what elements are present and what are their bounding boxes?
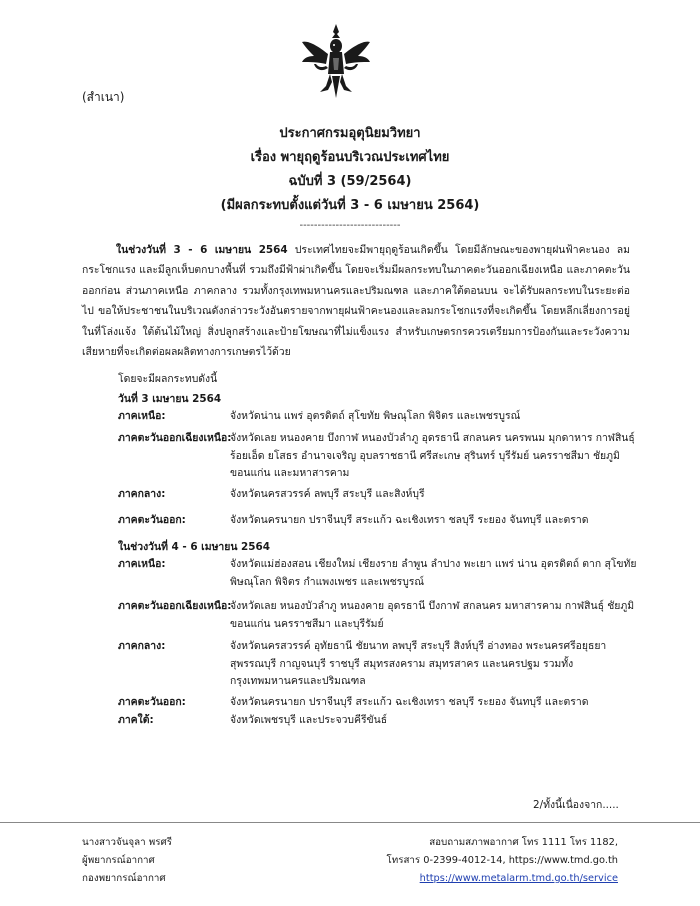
region-label: ภาคตะวันออกเฉียงเหนือ: (118, 432, 232, 444)
region-provinces: จังหวัดนครนายก ปราจีนบุรี สระแก้ว ฉะเชิงเทรา ชลบุรี ระยอง จันทบุรี และตราด (230, 696, 589, 708)
region-row (118, 556, 638, 591)
region-provinces: จังหวัดนครนายก ปราจีนบุรี สระแก้ว ฉะเชิงเทรา ชลบุรี ระยอง จันทบุรี และตราด (230, 514, 589, 526)
page-continuation-note: 2/ทั้งนี้เนื่องจาก..... (533, 799, 619, 811)
region-provinces: จังหวัดนครสวรรค์ ลพบุรี สระบุรี และสิงห์บุรี (230, 488, 425, 500)
region-provinces: จังหวัดน่าน แพร่ อุตรดิตถ์ สุโขทัย พิษณุโลก พิจิตร และเพชรบูรณ์ (230, 410, 521, 422)
region-label: ภาคกลาง: (118, 488, 166, 500)
main-paragraph (82, 240, 630, 362)
author-position: ผู้พยากรณ์อากาศ (82, 855, 155, 866)
region-label: ภาคตะวันออก: (118, 696, 186, 708)
effects-intro: โดยจะมีผลกระทบดังนี้ (118, 373, 218, 385)
region-label: ภาคตะวันออกเฉียงเหนือ: (118, 600, 232, 612)
author-division: กองพยากรณ์อากาศ (82, 873, 166, 884)
announcement-effective-date: (มีผลกระทบตั้งแต่วันที่ 3 - 6 เมษายน 2564) (220, 198, 480, 213)
region-label: ภาคเหนือ: (118, 410, 166, 422)
region-provinces: จังหวัดเพชรบุรี และประจวบคีรีขันธ์ (230, 714, 388, 726)
region-label: ภาคเหนือ: (118, 558, 166, 570)
metalarm-link[interactable]: https://www.metalarm.tmd.go.th/service (419, 873, 618, 884)
region-row (118, 712, 638, 730)
region-row (118, 408, 638, 426)
contact-fax-web: โทรสาร 0-2399-4012-14, https://www.tmd.go.th (386, 855, 618, 866)
region-row (118, 486, 638, 504)
region-provinces: จังหวัดเลย หนองบัวลำภู หนองคาย อุดรธานี บึงกาฬ สกลนคร มหาสารคาม กาฬสินธุ์ ชัยภูมิ ขอนแก่น นครราชสีมา และบุรีรัมย์ (230, 600, 635, 630)
author-name: นางสาวจันจุลา พรศรี (82, 837, 172, 848)
garuda-emblem-icon (300, 22, 372, 102)
announcement-title: ประกาศกรมอุตุนิยมวิทยา (279, 126, 421, 141)
title-separator: ---------------------------- (299, 220, 401, 231)
footer-contact (386, 834, 618, 888)
announcement-subject: เรื่อง พายุฤดูร้อนบริเวณประเทศไทย (250, 150, 450, 165)
region-row (118, 598, 638, 633)
region-label: ภาคกลาง: (118, 640, 166, 652)
lead-date-range: ในช่วงวันที่ 3 - 6 เมษายน 2564 (116, 244, 288, 256)
region-row (118, 694, 638, 712)
region-row (118, 638, 638, 691)
region-provinces: จังหวัดแม่ฮ่องสอน เชียงใหม่ เชียงราย ลำพูน ลำปาง พะเยา แพร่ น่าน อุตรดิตถ์ ตาก สุโขทัย พิษณุโลก พิจิตร กำแพงเพชร และเพชรบูรณ์ (230, 558, 637, 588)
section-heading: วันที่ 3 เมษายน 2564 (118, 393, 222, 405)
region-row (118, 430, 638, 483)
footer-author (82, 834, 172, 888)
announcement-issue: ฉบับที่ 3 (59/2564) (288, 174, 412, 189)
region-label: ภาคตะวันออก: (118, 514, 186, 526)
lead-text: ประเทศไทยจะมีพายุฤดูร้อนเกิดขึ้น โดยมีลักษณะของพายุฝนฟ้าคะนอง ลมกระโชกแรง และมีลูกเห็บตกบางพื้นที่ รวมถึงมีฟ้าผ่าเกิดขึ้น โดยจะเริ่มมีผลกระทบในภาคตะวันออกเฉียงเหนือ และภาคตะวันออกก่อน ส่วนภาคเหนือ ภาคกลาง รวมทั้งกรุงเทพมหานครและปริมณฑล และภาคใต้ตอนบน จะได้รับผลกระทบในระยะต่อไป ขอให้ประชาชนในบริเวณดังกล่าวระวังอันตรายจากพายุฝนฟ้าคะนองและลมกระโชกแรงที่จะเกิดขึ้น โดยหลีกเลี่ยงการอยู่ในที่โล่งแจ้ง ใต้ต้นไม้ใหญ่ สิ่งปลูกสร้างและป้ายโฆษณาที่ไม่แข็งแรง สำหรับเกษตรกรควรเตรียมการป้องกันและระวังความเสียหายที่จะเกิดต่อผลผลิตทางการเกษตรไว้ด้วย (82, 244, 630, 359)
region-label: ภาคใต้: (118, 714, 154, 726)
copy-label: (สำเนา) (82, 90, 125, 104)
region-row (118, 512, 638, 530)
region-provinces: จังหวัดเลย หนองคาย บึงกาฬ หนองบัวลำภู อุดรธานี สกลนคร นครพนม มุกดาหาร กาฬสินธุ์ ร้อยเอ็ด ยโสธร อำนาจเจริญ อุบลราชธานี ศรีสะเกษ สุรินทร์ บุรีรัมย์ นครราชสีมา ชัยภูมิ ขอนแก่น และมหาสารคาม (230, 432, 635, 479)
contact-phone: สอบถามสภาพอากาศ โทร 1111 โทร 1182, (429, 837, 618, 848)
region-provinces: จังหวัดนครสวรรค์ อุทัยธานี ชัยนาท ลพบุรี สระบุรี สิงห์บุรี อ่างทอง พระนครศรีอยุธยา สุพรรณบุรี กาญจนบุรี ราชบุรี สมุทรสงคราม สมุทรสาคร และนครปฐม รวมทั้งกรุงเทพมหานครและปริมณฑล (230, 640, 607, 687)
footer-divider (0, 822, 700, 823)
section-heading: ในช่วงวันที่ 4 - 6 เมษายน 2564 (118, 541, 270, 553)
